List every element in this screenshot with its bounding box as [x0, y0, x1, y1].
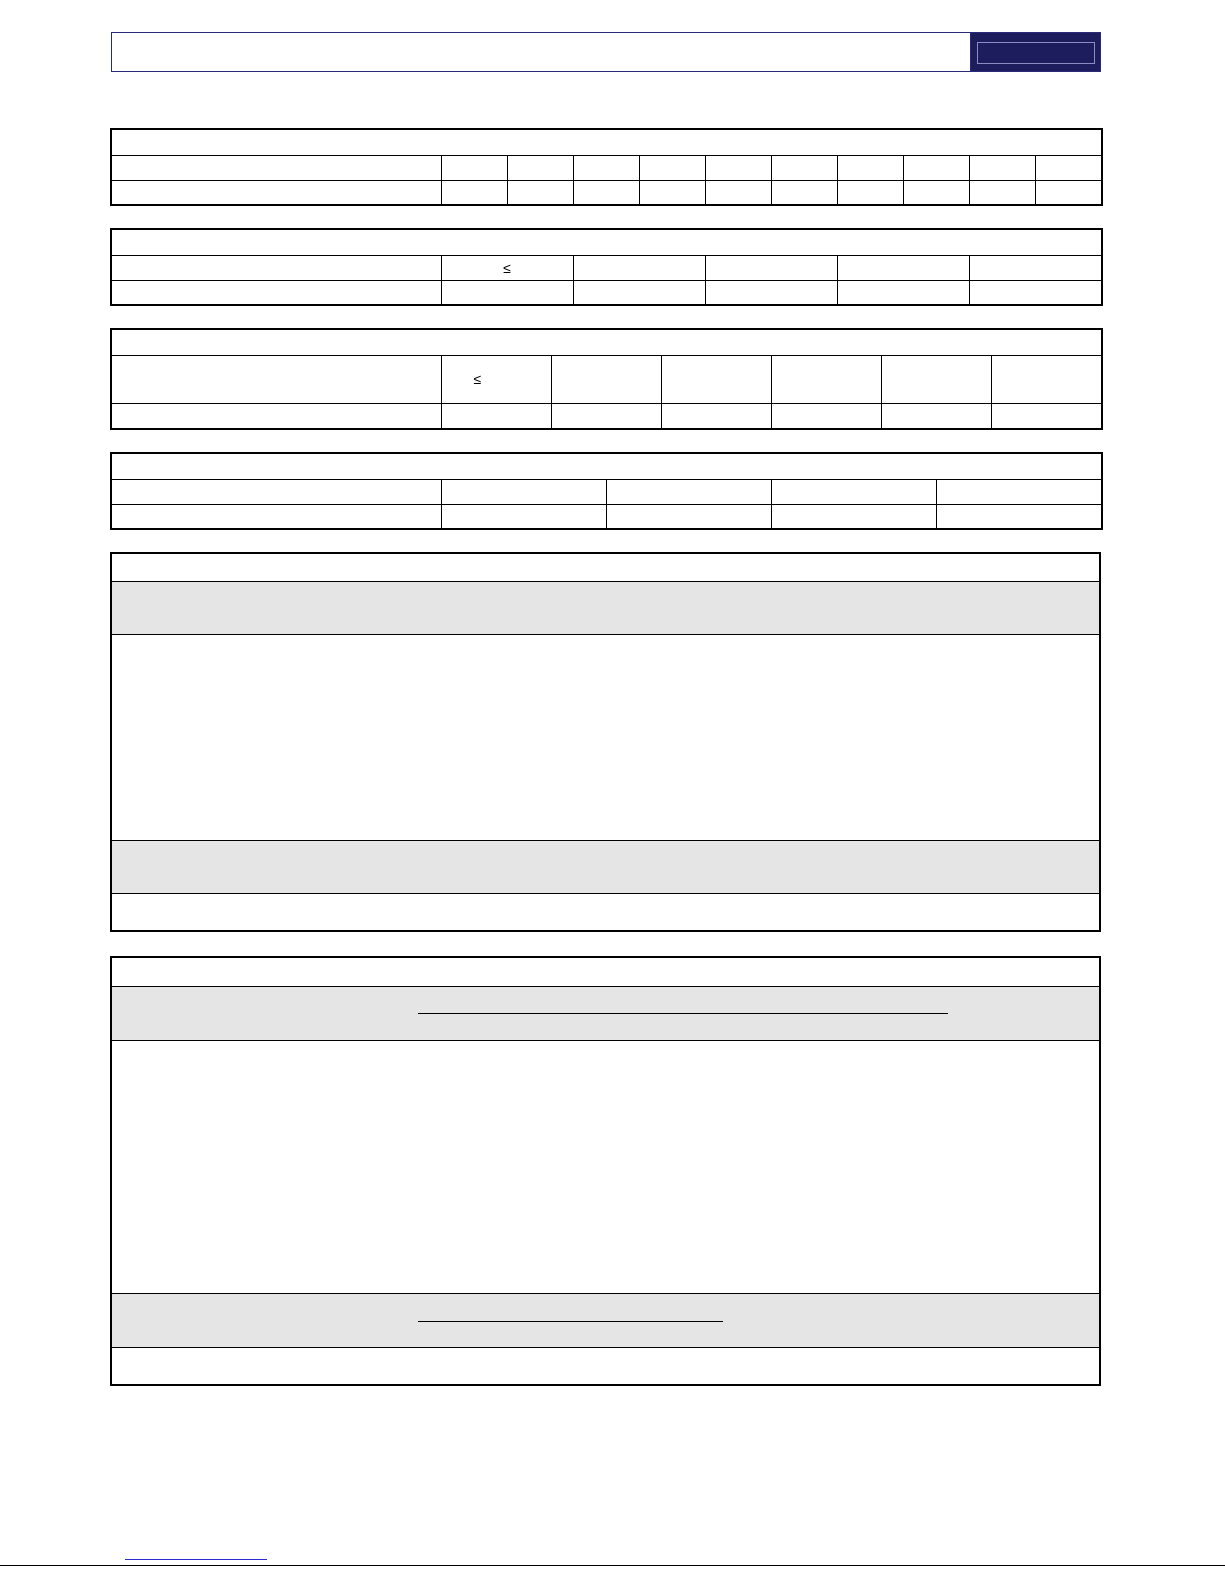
- table-cell: [771, 504, 936, 529]
- table-cell: [639, 180, 705, 205]
- table-row: [111, 355, 1102, 403]
- table-cell: [111, 255, 441, 280]
- table-cell: [606, 479, 771, 504]
- panel-2-footer-band: [112, 1293, 1099, 1348]
- table-cell: [969, 155, 1035, 180]
- table-cell: [441, 504, 606, 529]
- table-row: [111, 504, 1102, 529]
- table-cell: [771, 155, 837, 180]
- table-cell: [441, 155, 507, 180]
- panel-2-body: [112, 1041, 1099, 1293]
- table-cell: [441, 479, 606, 504]
- header-badge-frame: [977, 42, 1095, 64]
- table-row: [111, 280, 1102, 305]
- table-cell: [111, 355, 441, 403]
- table-cell: [606, 504, 771, 529]
- table-cell: [661, 355, 771, 403]
- table-cell: [573, 180, 639, 205]
- table-cell: [111, 229, 1102, 255]
- panel-2-title-row: [112, 958, 1099, 986]
- table-cell: [936, 504, 1102, 529]
- table-cell: [903, 155, 969, 180]
- table-cell: [969, 280, 1102, 305]
- table-cell: [705, 255, 837, 280]
- table-cell: [551, 403, 661, 429]
- header-bar: [111, 32, 971, 72]
- table-d: [110, 452, 1103, 530]
- table-cell: [507, 155, 573, 180]
- panel-1-footer-band: [112, 840, 1099, 894]
- table-cell: [771, 355, 881, 403]
- table-cell: [771, 403, 881, 429]
- table-cell: [441, 180, 507, 205]
- table-cell: [111, 180, 441, 205]
- table-cell: [1035, 180, 1102, 205]
- header-badge: [970, 32, 1101, 72]
- panel-2-bottom-row: [112, 1348, 1099, 1384]
- table-cell: [969, 255, 1102, 280]
- table-cell: [837, 180, 903, 205]
- table-cell: [111, 155, 441, 180]
- table-cell: [111, 479, 441, 504]
- table-cell: [771, 479, 936, 504]
- table-cell: [837, 155, 903, 180]
- panel-2: [110, 956, 1101, 1386]
- table-row: [111, 255, 1102, 280]
- table-cell: [111, 129, 1102, 155]
- table-cell: [111, 453, 1102, 479]
- table-row: [111, 129, 1102, 155]
- table-cell: [991, 355, 1102, 403]
- panel-1-header-band: [112, 581, 1099, 635]
- less-equal-symbol: ≤: [441, 355, 551, 403]
- table-cell: [573, 280, 705, 305]
- table-row: [111, 229, 1102, 255]
- table-a: [110, 128, 1103, 206]
- table-cell: [639, 155, 705, 180]
- table-cell: [661, 403, 771, 429]
- table-b: [110, 228, 1103, 306]
- panel-2-header-band: [112, 986, 1099, 1041]
- table-row: [111, 180, 1102, 205]
- table-cell: [771, 180, 837, 205]
- table-cell: [936, 479, 1102, 504]
- table-cell: [111, 280, 441, 305]
- table-cell: [881, 355, 991, 403]
- table-row: [111, 453, 1102, 479]
- footer-link[interactable]: [125, 1550, 267, 1560]
- table-row: [111, 479, 1102, 504]
- table-cell: [551, 355, 661, 403]
- table-cell: [705, 280, 837, 305]
- panel-1-body: [112, 635, 1099, 840]
- table-cell: [507, 180, 573, 205]
- table-cell: [969, 180, 1035, 205]
- footer-rule: [0, 1565, 1225, 1566]
- table-cell: [573, 155, 639, 180]
- table-row: [111, 155, 1102, 180]
- table-cell: [1035, 155, 1102, 180]
- table-cell: [111, 504, 441, 529]
- table-cell: [837, 255, 969, 280]
- table-row: [111, 403, 1102, 429]
- panel-2-footer-underline: [418, 1294, 723, 1322]
- table-cell: [441, 280, 573, 305]
- table-cell: [881, 403, 991, 429]
- panel-1-title-row: [112, 554, 1099, 581]
- table-cell: [441, 403, 551, 429]
- table-row: [111, 329, 1102, 355]
- table-c: [110, 328, 1103, 430]
- table-cell: [837, 280, 969, 305]
- table-cell: [573, 255, 705, 280]
- panel-2-header-underline: [418, 987, 948, 1014]
- table-cell: [705, 180, 771, 205]
- table-cell: [111, 403, 441, 429]
- table-cell: [991, 403, 1102, 429]
- table-cell: [903, 180, 969, 205]
- less-equal-symbol: ≤: [441, 255, 573, 280]
- table-cell: [111, 329, 1102, 355]
- panel-1-bottom-row: [112, 894, 1099, 930]
- panel-1: [110, 552, 1101, 932]
- table-cell: [705, 155, 771, 180]
